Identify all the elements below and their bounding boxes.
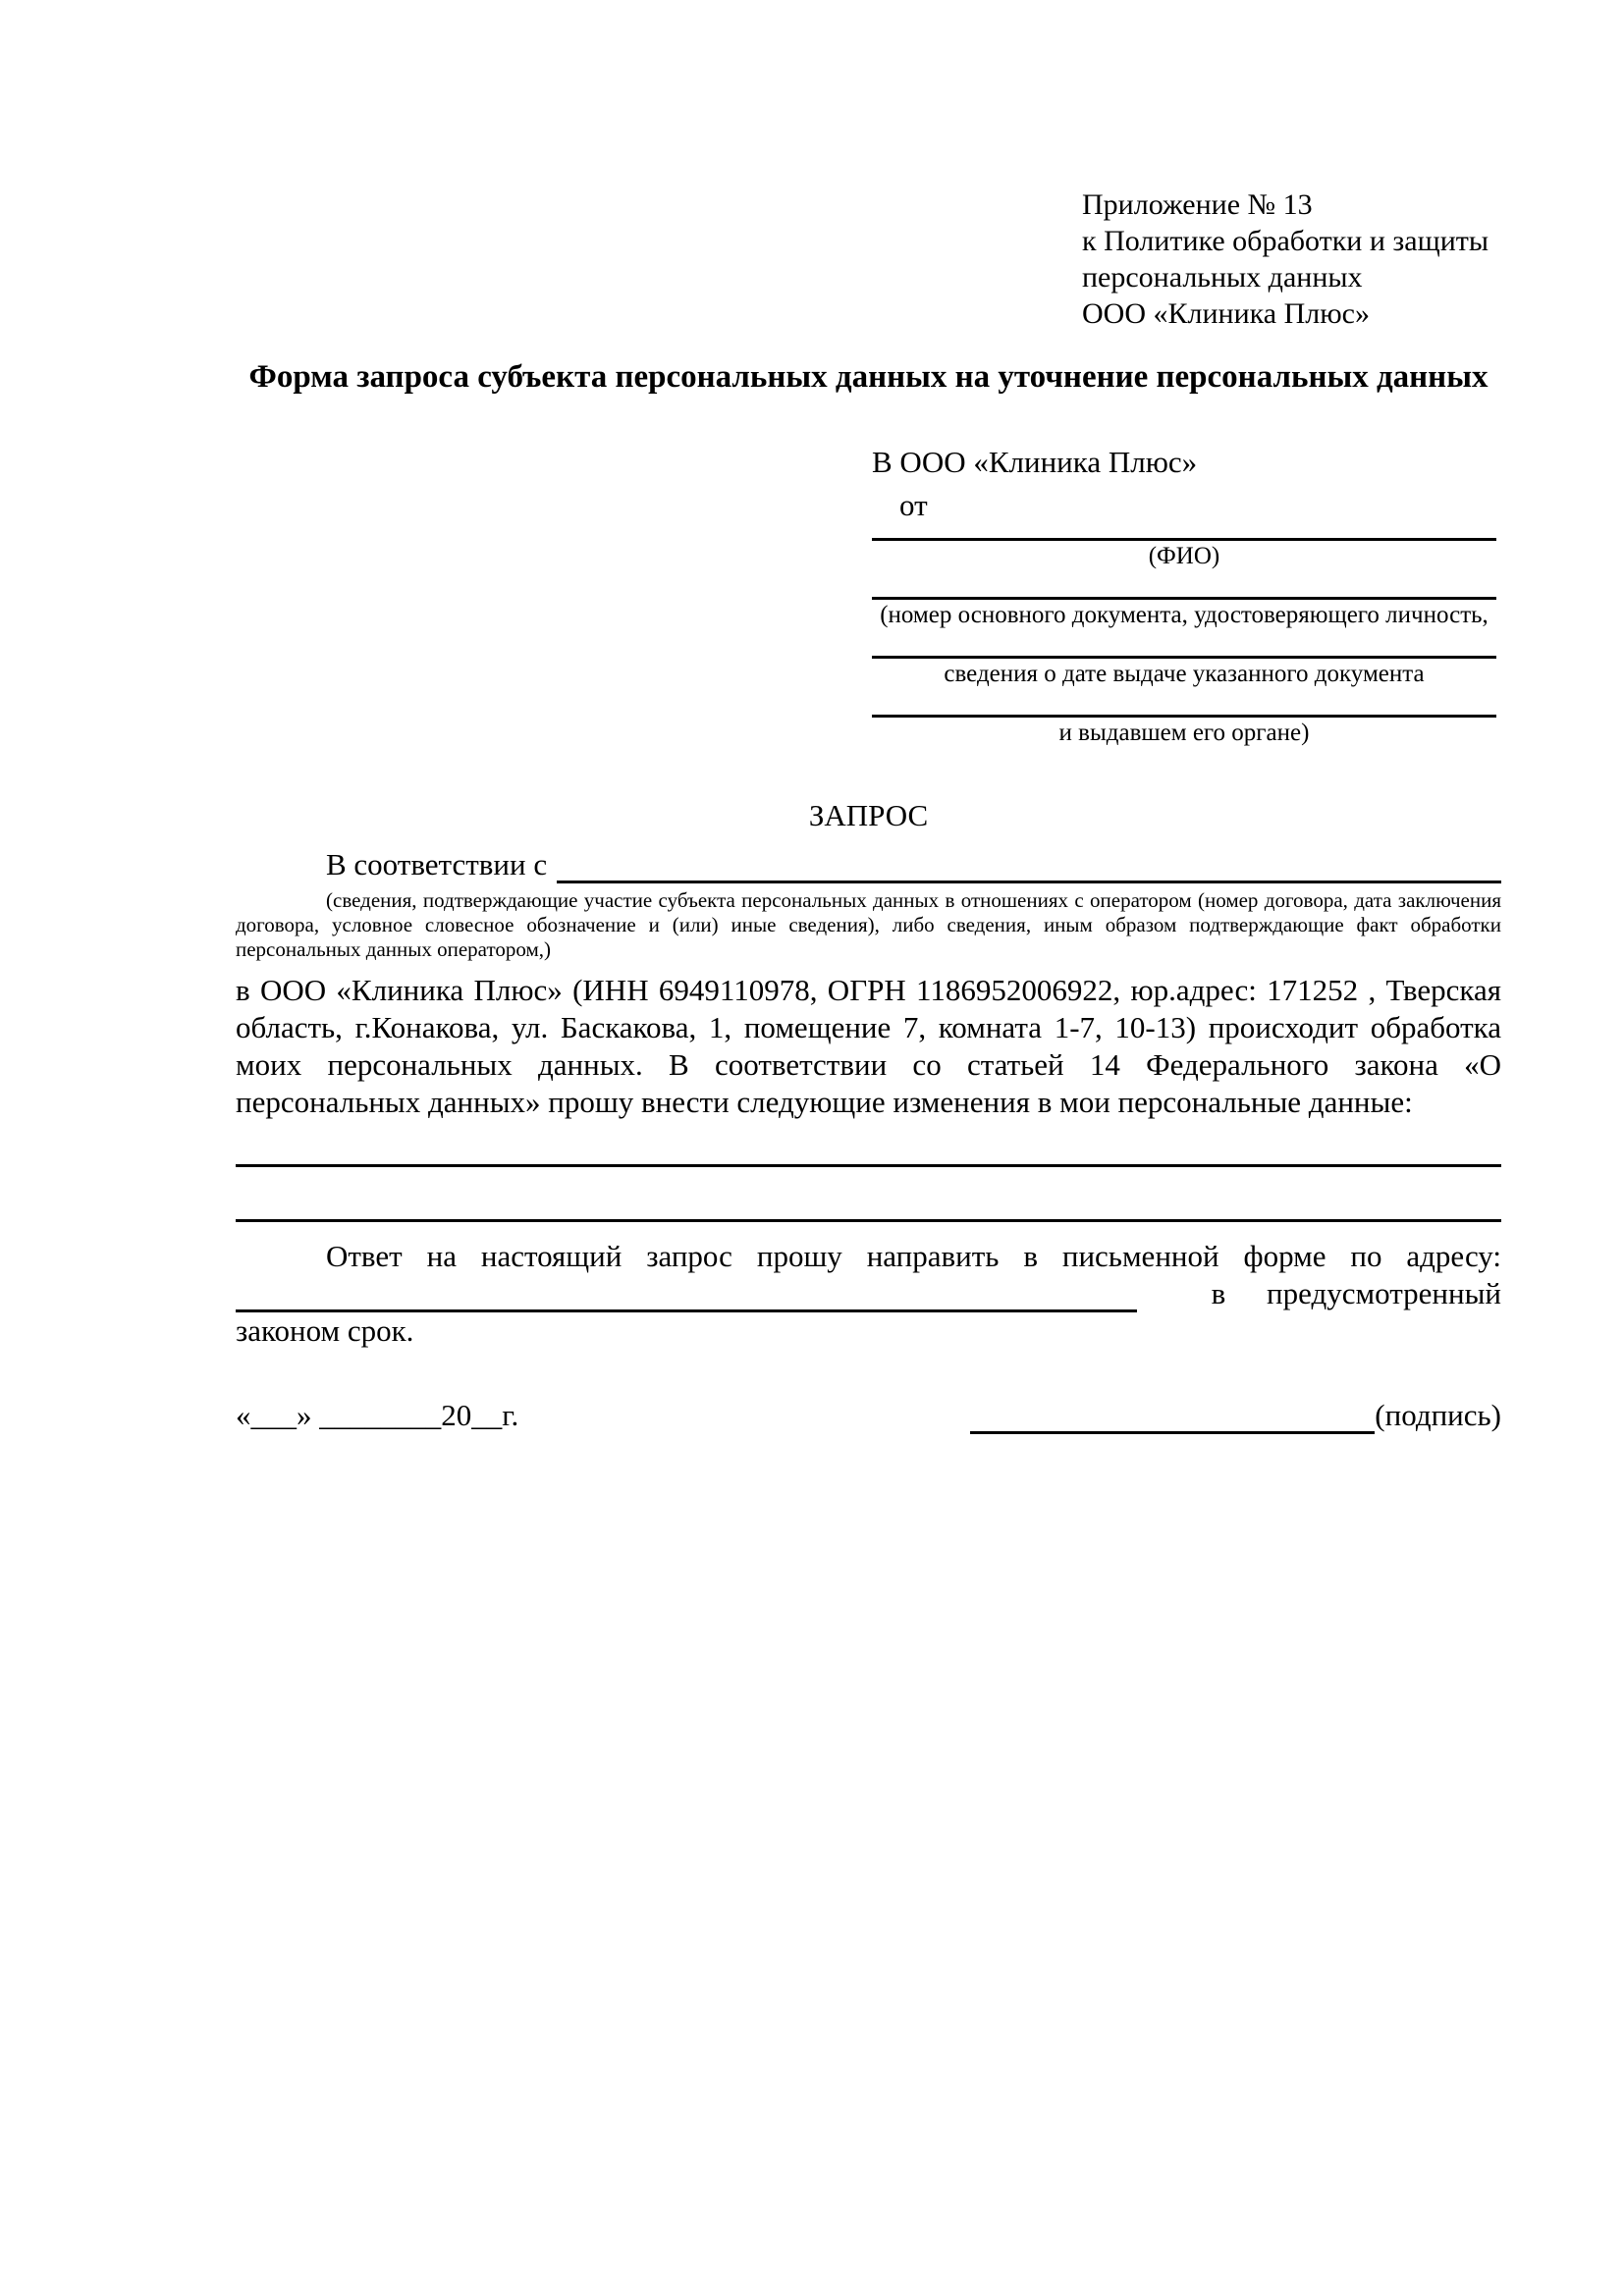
request-heading: ЗАПРОС — [808, 798, 929, 832]
explanatory-note: (сведения, подтверждающие участие субъекта персональных данных в отношениях с оператором (номер договора, дата заключения договора, условное словесное обозначение и (или) иные сведения), либо сведения, иным образом подтверждающие факт обработки персональных данных оператором,) — [236, 888, 1501, 961]
appendix-note — [1082, 187, 1501, 332]
accordance-blank-line — [557, 847, 1501, 883]
body-paragraph: в ООО «Клиника Плюс» (ИНН 6949110978, ОГРН 1186952006922, юр.адрес: 171252 , Тверская область, г.Конакова, ул. Баскакова, 1, помещение 7, комната 1-7, 10-13) происходит обработка моих персональных данных. В соответствии со статьей 14 Федерального закона «О персональных данных» прошу внести следующие изменения в мои персональные данные: — [236, 973, 1501, 1119]
appendix-line: к Политике обработки и защиты — [1082, 225, 1489, 257]
reply-paragraph-line2 — [236, 1275, 1501, 1312]
issue-date-caption: сведения о дате выдаче указанного документа — [944, 661, 1425, 687]
fio-caption: (ФИО) — [1148, 543, 1220, 569]
recipient-from-label: от — [899, 488, 928, 522]
appendix-line: ООО «Клиника Плюс» — [1082, 297, 1370, 330]
recipient-to: В ООО «Клиника Плюс» — [872, 445, 1198, 479]
document-number-caption: (номер основного документа, удостоверяющего личность, — [880, 602, 1489, 628]
signature-group — [970, 1397, 1501, 1434]
issuing-authority-caption: и выдавшем его органе) — [1058, 720, 1310, 746]
issuing-authority-blank-line — [872, 689, 1496, 718]
changes-blank-line-2 — [236, 1167, 1501, 1222]
accordance-line — [236, 846, 1501, 883]
reply-paragraph-line1: Ответ на настоящий запрос прошу направить в письменной форме по адресу: — [326, 1239, 1501, 1273]
changes-blank-line-1 — [236, 1121, 1501, 1167]
document-number-blank-line — [872, 571, 1496, 600]
issue-date-blank-line — [872, 630, 1496, 659]
signature-blank-line — [970, 1400, 1375, 1434]
signature-caption: (подпись) — [1375, 1398, 1501, 1432]
date-signature-row — [236, 1397, 1501, 1434]
appendix-line: Приложение № 13 — [1082, 188, 1313, 221]
recipient-block — [872, 444, 1496, 748]
appendix-line: персональных данных — [1082, 261, 1363, 294]
reply-right-text: в предусмотренный — [1211, 1276, 1501, 1310]
reply-paragraph-line3: законом срок. — [236, 1313, 414, 1348]
accordance-prefix: В соответствии с — [326, 847, 548, 881]
date-blank: «___» ________20__г. — [236, 1398, 519, 1432]
document-title: Форма запроса субъекта персональных данных на уточнение персональных данных — [248, 359, 1489, 395]
fio-blank-line — [872, 524, 1496, 541]
address-blank-line — [236, 1278, 1137, 1312]
